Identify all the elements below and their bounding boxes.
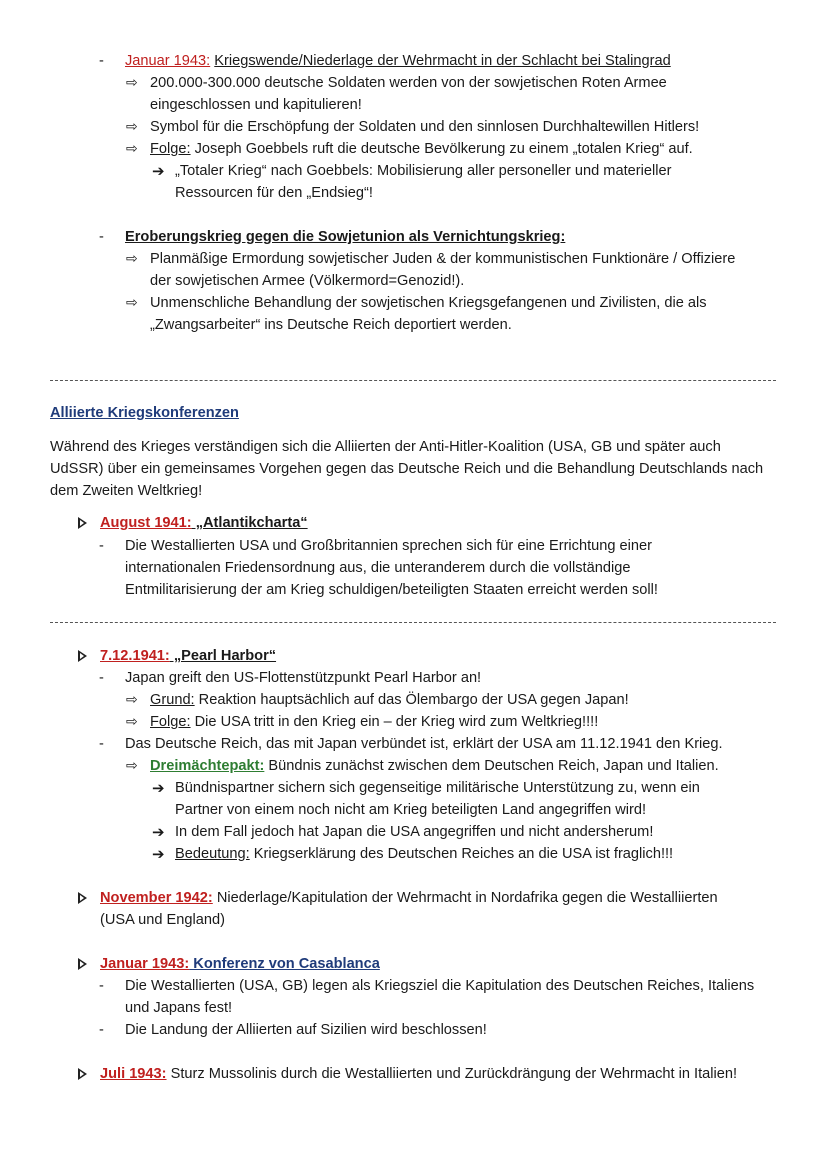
pakt-point-1-cont: Partner von einem noch nicht am Krieg beteiligten Land angegriffen wird! (175, 802, 647, 818)
stalingrad-title: Kriegswende/Niederlage der Wehrmacht in der Schlacht bei Stalingrad (214, 53, 671, 69)
totaler-krieg-point: „Totaler Krieg“ nach Goebbels: Mobilisierung aller personeller und materieller (175, 163, 672, 179)
atlantikcharta-date: August 1941: (100, 515, 192, 531)
pearl-harbor-title: „Pearl Harbor“ (169, 648, 277, 664)
triangle-bullet-icon (78, 958, 87, 970)
pakt-point-1: Bündnispartner sichern sich gegenseitige militärische Unterstützung zu, wenn ein (175, 780, 700, 796)
hollow-arrow-icon: ⇨ (126, 758, 138, 774)
vernichtung-point-1-cont: der sowjetischen Armee (Völkermord=Genozid!). (150, 273, 465, 289)
november-1942-line (100, 888, 718, 908)
juli-1943-text: Sturz Mussolinis durch die Westalliierten und Zurückdrängung der Wehrmacht in Italien! (166, 1066, 738, 1082)
dash-bullet: - (99, 670, 104, 686)
stalingrad-heading (125, 51, 671, 71)
triangle-bullet-icon (78, 650, 87, 662)
grund-text: Reaktion hauptsächlich auf das Ölembargo der USA gegen Japan! (194, 692, 629, 708)
stalingrad-point-1-cont: eingeschlossen und kapitulieren! (150, 97, 362, 113)
stalingrad-point-3 (150, 139, 693, 159)
dash-bullet: - (99, 53, 104, 69)
intro-line-1: Während des Krieges verständigen sich die Alliierten der Anti-Hitler-Koalition (USA, GB und später auch (50, 439, 721, 455)
november-1942-cont: (USA und England) (100, 912, 225, 928)
dashed-separator (50, 622, 776, 623)
casablanca-line-1: Die Westallierten (USA, GB) legen als Kriegsziel die Kapitulation des Deutschen Reiches, Italiens (125, 978, 755, 994)
vernichtung-point-2: Unmenschliche Behandlung der sowjetischen Kriegsgefangenen und Zivilisten, die als (150, 295, 707, 311)
casablanca-heading (100, 954, 380, 974)
casablanca-line-1-cont: und Japans fest! (125, 1000, 233, 1016)
stalingrad-point-2: Symbol für die Erschöpfung der Soldaten und den sinnlosen Durchhaltewillen Hitlers! (150, 119, 700, 135)
hollow-arrow-icon: ⇨ (126, 119, 138, 135)
pearl-harbor-date: 7.12.1941: (100, 648, 170, 664)
november-1942-text: Niederlage/Kapitulation der Wehrmacht in Nordafrika gegen die Westalliierten (212, 890, 718, 906)
atlantikcharta-line-1: Die Westallierten USA und Großbritannien sprechen sich für eine Errichtung einer (125, 538, 652, 554)
pakt-point-2: In dem Fall jedoch hat Japan die USA angegriffen und nicht andersherum! (175, 824, 654, 840)
folge-text: Joseph Goebbels ruft die deutsche Bevölkerung zu einem „totalen Krieg“ auf. (190, 141, 693, 157)
intro-line-3: dem Zweiten Weltkrieg! (50, 483, 203, 499)
pakt-point-3 (175, 844, 673, 864)
dreimaechtepakt-label: Dreimächtepakt: (150, 758, 265, 774)
dash-bullet: - (99, 978, 104, 994)
dash-bullet: - (99, 538, 104, 554)
bold-arrow-icon: ➔ (152, 779, 165, 797)
casablanca-title: Konferenz von Casablanca (189, 956, 380, 972)
pearl-line-2: Das Deutsche Reich, das mit Japan verbündet ist, erklärt der USA am 11.12.1941 den Krieg. (125, 736, 723, 752)
grund-label: Grund: (150, 692, 195, 708)
dreimaechtepakt (150, 756, 719, 776)
dreimaechtepakt-text: Bündnis zunächst zwischen dem Deutschen Reich, Japan und Italien. (264, 758, 719, 774)
pearl-harbor-heading (100, 646, 276, 666)
stalingrad-date: Januar 1943: (125, 53, 211, 69)
hollow-arrow-icon: ⇨ (126, 251, 138, 267)
pearl-folge (150, 712, 598, 732)
pearl-line-1: Japan greift den US-Flottenstützpunkt Pearl Harbor an! (125, 670, 482, 686)
konferenzen-heading: Alliierte Kriegskonferenzen (50, 405, 239, 421)
juli-1943-line (100, 1064, 737, 1084)
dashed-separator (50, 380, 776, 381)
bold-arrow-icon: ➔ (152, 823, 165, 841)
bedeutung-label: Bedeutung: (175, 846, 250, 862)
juli-1943-date: Juli 1943: (100, 1066, 167, 1082)
casablanca-date: Januar 1943: (100, 956, 190, 972)
hollow-arrow-icon: ⇨ (126, 75, 138, 91)
intro-line-2: UdSSR) über ein gemeinsames Vorgehen gegen das Deutsche Reich und die Behandlung Deutschlands nach (50, 461, 764, 477)
triangle-bullet-icon (78, 517, 87, 529)
atlantikcharta-line-3: Entmilitarisierung der am Krieg schuldigen/beteiligten Staaten erreicht werden soll! (125, 582, 658, 598)
hollow-arrow-icon: ⇨ (126, 714, 138, 730)
pearl-grund (150, 690, 629, 710)
stalingrad-point-1: 200.000-300.000 deutsche Soldaten werden von der sowjetischen Roten Armee (150, 75, 667, 91)
vernichtung-point-2-cont: „Zwangsarbeiter“ ins Deutsche Reich deportiert werden. (150, 317, 512, 333)
atlantikcharta-line-2: internationalen Friedensordnung aus, die unteranderem durch die vollständige (125, 560, 631, 576)
triangle-bullet-icon (78, 1068, 87, 1080)
dash-bullet: - (99, 736, 104, 752)
dash-bullet: - (99, 1022, 104, 1038)
bedeutung-text: Kriegserklärung des Deutschen Reiches an die USA ist fraglich!!! (249, 846, 674, 862)
vernichtung-point-1: Planmäßige Ermordung sowjetischer Juden & der kommunistischen Funktionäre / Offiziere (150, 251, 736, 267)
november-1942-date: November 1942: (100, 890, 213, 906)
atlantikcharta-heading (100, 513, 308, 533)
atlantikcharta-title: „Atlantikcharta“ (191, 515, 308, 531)
folge-label: Folge: (150, 141, 191, 157)
casablanca-line-2: Die Landung der Alliierten auf Sizilien wird beschlossen! (125, 1022, 487, 1038)
folge-text: Die USA tritt in den Krieg ein – der Krieg wird zum Weltkrieg!!!! (190, 714, 599, 730)
folge-label: Folge: (150, 714, 191, 730)
bold-arrow-icon: ➔ (152, 162, 165, 180)
hollow-arrow-icon: ⇨ (126, 141, 138, 157)
dash-bullet: - (99, 229, 104, 245)
triangle-bullet-icon (78, 892, 87, 904)
bold-arrow-icon: ➔ (152, 845, 165, 863)
vernichtungskrieg-heading: Eroberungskrieg gegen die Sowjetunion als Vernichtungskrieg: (125, 229, 566, 245)
totaler-krieg-point-cont: Ressourcen für den „Endsieg“! (175, 185, 373, 201)
hollow-arrow-icon: ⇨ (126, 692, 138, 708)
hollow-arrow-icon: ⇨ (126, 295, 138, 311)
